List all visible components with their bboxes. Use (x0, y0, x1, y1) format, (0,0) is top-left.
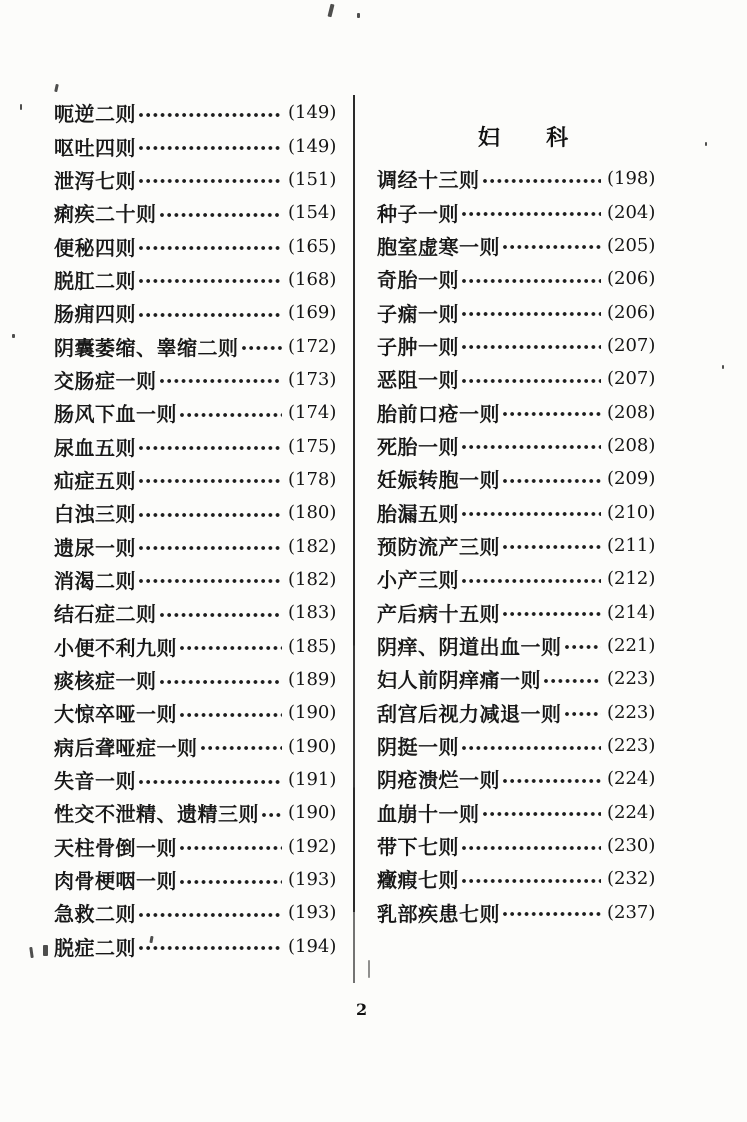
toc-entry (377, 662, 669, 695)
entry-title: 妇人前阴痒痛一则 (377, 668, 541, 693)
entry-title: 痢疾二十则 (54, 202, 157, 227)
entry-page: (232) (607, 868, 656, 890)
entry-page: (206) (607, 268, 656, 290)
entry-page: (173) (288, 368, 337, 390)
scan-speck (29, 947, 34, 958)
entry-page: (189) (288, 669, 337, 691)
entry-page: (208) (607, 401, 656, 423)
toc-entry (54, 296, 350, 329)
dot-leader (139, 780, 282, 784)
entry-title: 胞室虚寒一则 (377, 234, 500, 259)
entry-title: 阴疮溃烂一则 (377, 768, 500, 793)
entry-page: (212) (607, 568, 656, 590)
dot-leader (139, 513, 282, 517)
entry-page: (172) (288, 335, 337, 357)
entry-title: 调经十三则 (377, 168, 480, 193)
column-divider (353, 95, 355, 983)
entry-page: (180) (288, 502, 337, 524)
entry-title: 子肿一则 (377, 334, 459, 359)
entry-page: (223) (607, 701, 656, 723)
dot-leader (462, 279, 601, 283)
left-toc-list (54, 96, 350, 963)
toc-entry (377, 195, 669, 228)
entry-title: 交肠症一则 (54, 368, 157, 393)
entry-title: 带下七则 (377, 835, 459, 860)
toc-entry (377, 729, 669, 762)
toc-entry (377, 262, 669, 295)
right-toc-list (377, 162, 669, 929)
dot-leader (483, 179, 602, 183)
entry-title: 死胎一则 (377, 434, 459, 459)
dot-leader (139, 446, 282, 450)
entry-title: 胎前口疮一则 (377, 401, 500, 426)
entry-title: 大惊卒哑一则 (54, 702, 177, 727)
entry-title: 奇胎一则 (377, 268, 459, 293)
entry-page: (206) (607, 301, 656, 323)
entry-title: 肠风下血一则 (54, 402, 177, 427)
dot-leader (139, 913, 282, 917)
entry-page: (149) (288, 102, 337, 124)
entry-title: 泄泻七则 (54, 168, 136, 193)
dot-leader (139, 246, 282, 250)
entry-title: 肠痈四则 (54, 302, 136, 327)
entry-title: 白浊三则 (54, 502, 136, 527)
toc-entry (54, 429, 350, 462)
entry-title: 病后聋哑症一则 (54, 735, 198, 760)
toc-entry (54, 363, 350, 396)
entry-page: (175) (288, 435, 337, 457)
dot-leader (139, 146, 282, 150)
toc-entry (377, 529, 669, 562)
toc-entry (54, 630, 350, 663)
toc-entry (54, 896, 350, 929)
dot-leader (503, 412, 601, 416)
page-number: 2 (356, 1000, 368, 1019)
toc-entry (54, 263, 350, 296)
entry-page: (183) (288, 602, 337, 624)
entry-page: (207) (607, 334, 656, 356)
dot-leader (180, 646, 282, 650)
entry-title: 恶阻一则 (377, 368, 459, 393)
entry-title: 阴挺一则 (377, 735, 459, 760)
dot-leader (483, 812, 602, 816)
entry-page: (165) (288, 235, 337, 257)
toc-entry (54, 229, 350, 262)
scan-speck (20, 104, 22, 110)
entry-page: (168) (288, 268, 337, 290)
toc-entry (377, 162, 669, 195)
entry-title: 遗尿一则 (54, 535, 136, 560)
toc-entry (54, 796, 350, 829)
dot-leader (462, 445, 601, 449)
toc-entry (54, 529, 350, 562)
entry-title: 急救二则 (54, 902, 136, 927)
entry-title: 刮宫后视力减退一则 (377, 701, 562, 726)
dot-leader (139, 179, 282, 183)
entry-title: 子痫一则 (377, 301, 459, 326)
toc-entry (54, 830, 350, 863)
scan-speck (327, 4, 334, 18)
dot-leader (139, 946, 282, 950)
toc-entry (377, 595, 669, 628)
entry-page: (194) (288, 935, 337, 957)
dot-leader (565, 645, 602, 649)
toc-entry (377, 462, 669, 495)
entry-page: (178) (288, 468, 337, 490)
entry-page: (174) (288, 402, 337, 424)
toc-entry (54, 863, 350, 896)
entry-title: 血崩十一则 (377, 801, 480, 826)
dot-leader (242, 346, 283, 350)
section-header (377, 118, 669, 154)
dot-leader (462, 746, 601, 750)
entry-page: (190) (288, 802, 337, 824)
dot-leader (180, 846, 282, 850)
toc-entry (54, 463, 350, 496)
entry-page: (182) (288, 568, 337, 590)
toc-entry (54, 163, 350, 196)
entry-title: 小产三则 (377, 568, 459, 593)
dot-leader (160, 213, 283, 217)
toc-entry (377, 429, 669, 462)
entry-title: 阴痒、阴道出血一则 (377, 634, 562, 659)
dot-leader (262, 813, 282, 817)
dot-leader (160, 379, 283, 383)
dot-leader (139, 579, 282, 583)
dot-leader (180, 713, 282, 717)
scan-speck (54, 84, 59, 92)
toc-entry (54, 696, 350, 729)
dot-leader (503, 779, 601, 783)
entry-page: (223) (607, 735, 656, 757)
dot-leader (503, 545, 601, 549)
dot-leader (503, 912, 601, 916)
entry-page: (209) (607, 468, 656, 490)
entry-page: (154) (288, 202, 337, 224)
entry-page: (230) (607, 835, 656, 857)
scan-speck (12, 334, 15, 338)
entry-title: 性交不泄精、遗精三则 (54, 802, 259, 827)
dot-leader (462, 579, 601, 583)
entry-title: 便秘四则 (54, 235, 136, 260)
toc-entry (377, 896, 669, 929)
dot-leader (462, 379, 601, 383)
toc-entry (377, 395, 669, 428)
dot-leader (139, 313, 282, 317)
entry-title: 小便不利九则 (54, 635, 177, 660)
toc-entry (54, 396, 350, 429)
toc-entry (377, 229, 669, 262)
dot-leader (462, 512, 601, 516)
toc-entry (377, 629, 669, 662)
toc-entry (377, 796, 669, 829)
entry-page: (214) (607, 601, 656, 623)
entry-page: (182) (288, 535, 337, 557)
toc-entry (377, 495, 669, 528)
entry-title: 预防流产三则 (377, 534, 500, 559)
entry-page: (211) (607, 534, 656, 556)
dot-leader (503, 612, 601, 616)
toc-entry (54, 196, 350, 229)
entry-page: (191) (288, 769, 337, 791)
entry-page: (223) (607, 668, 656, 690)
dot-leader (180, 413, 282, 417)
dot-leader (160, 680, 283, 684)
scan-speck (368, 960, 370, 978)
toc-entry (54, 596, 350, 629)
dot-leader (462, 879, 601, 883)
dot-leader (462, 312, 601, 316)
dot-leader (139, 113, 282, 117)
left-column (54, 96, 350, 963)
toc-entry (377, 862, 669, 895)
entry-page: (198) (607, 168, 656, 190)
entry-page: (224) (607, 768, 656, 790)
dot-leader (565, 712, 602, 716)
entry-title: 妊娠转胞一则 (377, 468, 500, 493)
dot-leader (139, 479, 282, 483)
entry-title: 尿血五则 (54, 435, 136, 460)
entry-page: (151) (288, 168, 337, 190)
entry-title: 痰核症一则 (54, 669, 157, 694)
entry-title: 阴囊萎缩、睾缩二则 (54, 335, 239, 360)
entry-page: (185) (288, 635, 337, 657)
entry-title: 消渴二则 (54, 568, 136, 593)
toc-entry (377, 696, 669, 729)
entry-title: 疝症五则 (54, 468, 136, 493)
dot-leader (139, 546, 282, 550)
entry-title: 结石症二则 (54, 602, 157, 627)
right-column (377, 118, 669, 929)
entry-page: (210) (607, 501, 656, 523)
entry-page: (193) (288, 902, 337, 924)
toc-entry (377, 562, 669, 595)
entry-page: (205) (607, 234, 656, 256)
entry-title: 脱症二则 (54, 935, 136, 960)
scan-speck (705, 142, 707, 146)
toc-entry (54, 129, 350, 162)
entry-page: (190) (288, 735, 337, 757)
entry-page: (208) (607, 434, 656, 456)
entry-page: (169) (288, 302, 337, 324)
dot-leader (462, 345, 601, 349)
entry-title: 肉骨梗咽一则 (54, 869, 177, 894)
entry-title: 呃逆二则 (54, 102, 136, 127)
dot-leader (544, 679, 601, 683)
dot-leader (462, 212, 601, 216)
entry-title: 乳部疾患七则 (377, 901, 500, 926)
entry-title: 癥瘕七则 (377, 868, 459, 893)
dot-leader (160, 613, 283, 617)
dot-leader (503, 245, 601, 249)
toc-entry (54, 663, 350, 696)
toc-entry (377, 329, 669, 362)
scan-speck (722, 365, 724, 369)
entry-title: 胎漏五则 (377, 501, 459, 526)
dot-leader (503, 479, 601, 483)
toc-entry (54, 930, 350, 963)
entry-title: 天柱骨倒一则 (54, 835, 177, 860)
dot-leader (180, 880, 282, 884)
entry-page: (237) (607, 901, 656, 923)
toc-entry (377, 829, 669, 862)
toc-entry (54, 563, 350, 596)
entry-page: (193) (288, 869, 337, 891)
entry-page: (149) (288, 135, 337, 157)
entry-page: (207) (607, 368, 656, 390)
entry-title: 呕吐四则 (54, 135, 136, 160)
entry-title: 种子一则 (377, 201, 459, 226)
dot-leader (462, 846, 601, 850)
entry-page: (192) (288, 835, 337, 857)
toc-entry (54, 96, 350, 129)
toc-entry (54, 496, 350, 529)
toc-entry (377, 295, 669, 328)
toc-entry (54, 730, 350, 763)
toc-entry (54, 329, 350, 362)
entry-page: (221) (607, 634, 656, 656)
entry-title: 脱肛二则 (54, 268, 136, 293)
scan-speck (43, 945, 48, 956)
entry-page: (204) (607, 201, 656, 223)
dot-leader (201, 746, 283, 750)
toc-entry (377, 762, 669, 795)
scan-speck (357, 13, 360, 18)
entry-title: 产后病十五则 (377, 601, 500, 626)
entry-page: (190) (288, 702, 337, 724)
entry-title: 失音一则 (54, 769, 136, 794)
dot-leader (139, 279, 282, 283)
toc-entry (54, 763, 350, 796)
toc-entry (377, 362, 669, 395)
entry-page: (224) (607, 801, 656, 823)
section-header-label: 妇科 (477, 125, 615, 151)
